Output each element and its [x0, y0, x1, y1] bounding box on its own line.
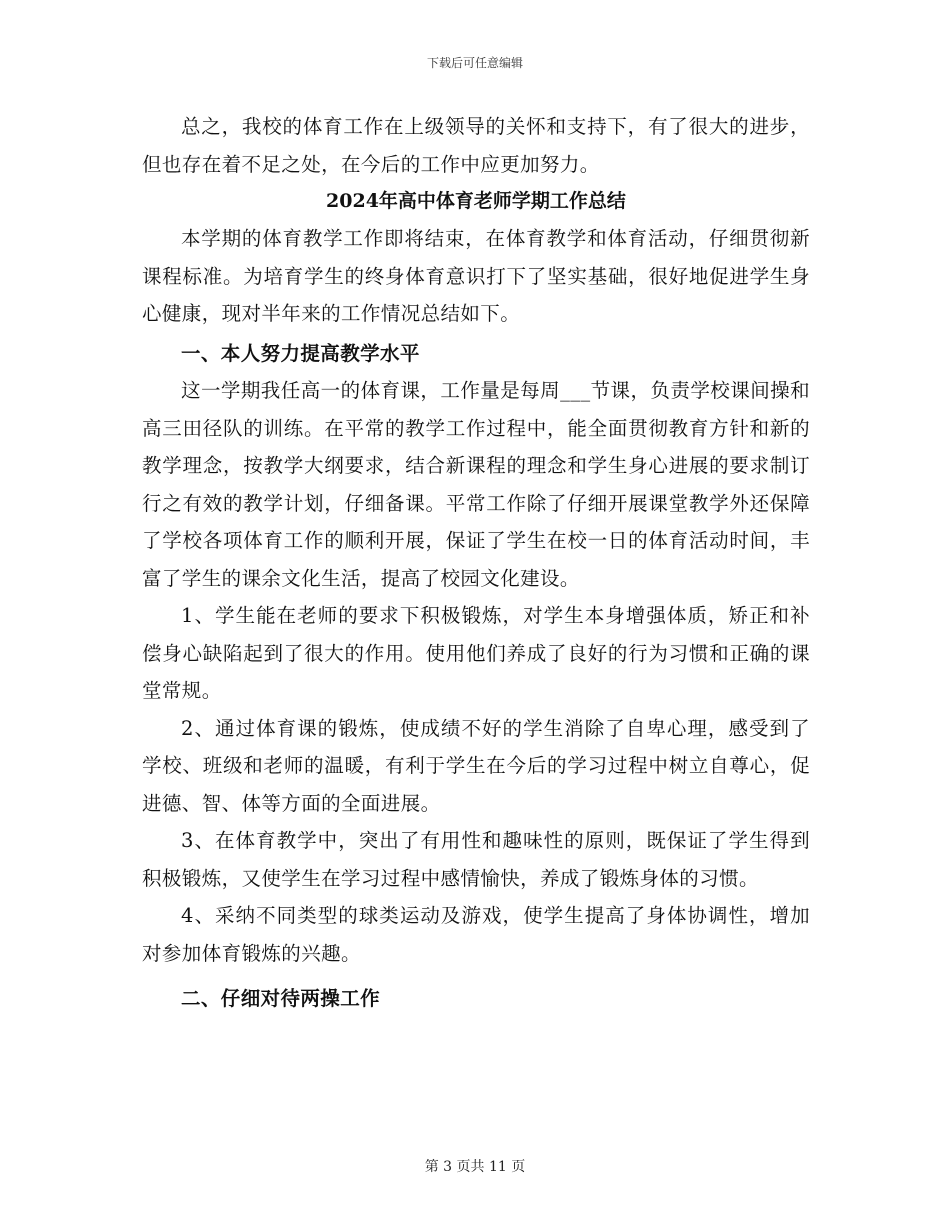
paragraph-item-2: 2、通过体育课的锻炼，使成绩不好的学生消除了自卑心理，感受到了学校、班级和老师的温暖，有利于学生在今后的学习过程中树立自尊心，促进德、智、体等方面的全面进展。 [142, 716, 810, 815]
paragraph-conclusion: 总之，我校的体育工作在上级领导的关怀和支持下，有了很大的进步，但也存在着不足之处，在今后的工作中应更加努力。 [142, 115, 810, 176]
paragraph-item-4: 4、采纳不同类型的球类运动及游戏，使学生提高了身体协调性，增加对参加体育锻炼的兴趣。 [142, 904, 810, 965]
paragraph-intro: 本学期的体育教学工作即将结束，在体育教学和体育活动，仔细贯彻新课程标准。为培育学生的终身体育意识打下了坚实基础，很好地促进学生身心健康，现对半年来的工作情况总结如下。 [142, 227, 810, 325]
page-footer: 第 3 页共 11 页 [424, 1159, 526, 1175]
paragraph-item-3: 3、在体育教学中，突出了有用性和趣味性的原则，既保证了学生得到积极锻炼，又使学生在学习过程中感情愉快，养成了锻炼身体的习惯。 [142, 829, 810, 890]
paragraph-section-1: 这一学期我任高一的体育课，工作量是每周___节课，负责学校课间操和高三田径队的训练。在平常的教学工作过程中，能全面贯彻教育方针和新的教学理念，按教学大纲要求，结合新课程的理念和学生身心进展的要求制订行之有效的教学计划，仔细备课。平常工作除了仔细开展课堂教学外还保障了学校各项体育工作的顺利开展，保证了学生在校一日的体育活动时间，丰富了学生的课余文化生活，提高了校园文化建设。 [142, 379, 810, 590]
page-header: 下载后可任意编辑 [426, 56, 523, 70]
document-body [142, 108, 810, 1018]
section-heading-2: 二、仔细对待两操工作 [181, 987, 381, 1010]
document-title: 2024年高中体育老师学期工作总结 [326, 190, 626, 212]
paragraph-item-1: 1、学生能在老师的要求下积极锻炼，对学生本身增强体质，矫正和补偿身心缺陷起到了很大的作用。使用他们养成了良好的行为习惯和正确的课堂常规。 [142, 604, 810, 702]
section-heading-1: 一、本人努力提高教学水平 [181, 341, 420, 365]
